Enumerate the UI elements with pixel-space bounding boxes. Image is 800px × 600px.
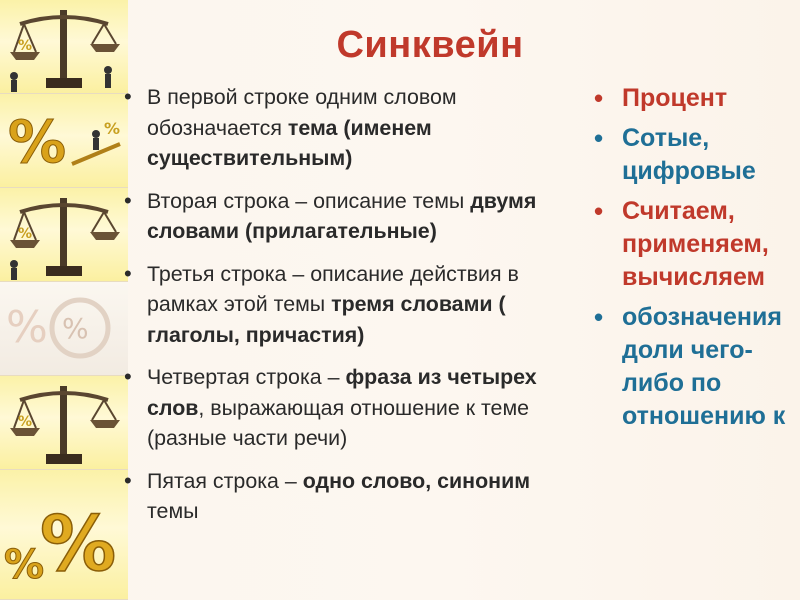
percent-icon: [0, 94, 128, 188]
scales-icon: [0, 0, 128, 94]
image-strip: [0, 0, 128, 600]
list-item: • Третья строка – описание действия в рамках этой темы тремя словами ( глаголы, причастия): [120, 259, 560, 351]
svg-text:%: %: [18, 414, 33, 430]
list-item: • Процент: [592, 82, 797, 115]
svg-text:%: %: [4, 542, 45, 588]
page-title: Синквейн: [336, 24, 524, 66]
list-item: • Вторая строка – описание темы двумя словами (прилагательные): [120, 186, 560, 247]
svg-text:%: %: [18, 38, 33, 54]
svg-text:%: %: [18, 226, 33, 242]
scales-icon: [0, 188, 128, 282]
list-item: • Сотые, цифровые: [592, 122, 797, 188]
list-item: • Четвертая строка – фраза из четырех слов, выражающая отношение к теме (разные части речи): [120, 362, 560, 454]
percent-icon: [0, 282, 128, 376]
svg-text:%: %: [8, 108, 67, 176]
list-item: • В первой строке одним словом обозначается тема (именем существительным): [120, 82, 560, 174]
svg-text:%: %: [40, 499, 117, 588]
left-bullet-list: [120, 82, 560, 539]
list-item: • Пятая строка – одно слово, синоним темы: [120, 466, 560, 527]
list-item: • Считаем, применяем, вычисляем: [592, 195, 797, 294]
svg-text:%: %: [104, 119, 121, 138]
svg-text:%: %: [6, 302, 48, 353]
svg-text:%: %: [62, 312, 89, 345]
list-item: • обозначения доли чего-либо по отношению к: [592, 301, 797, 433]
scales-icon: [0, 376, 128, 470]
percent-icon: [0, 470, 128, 600]
right-bullet-list: [592, 82, 797, 440]
